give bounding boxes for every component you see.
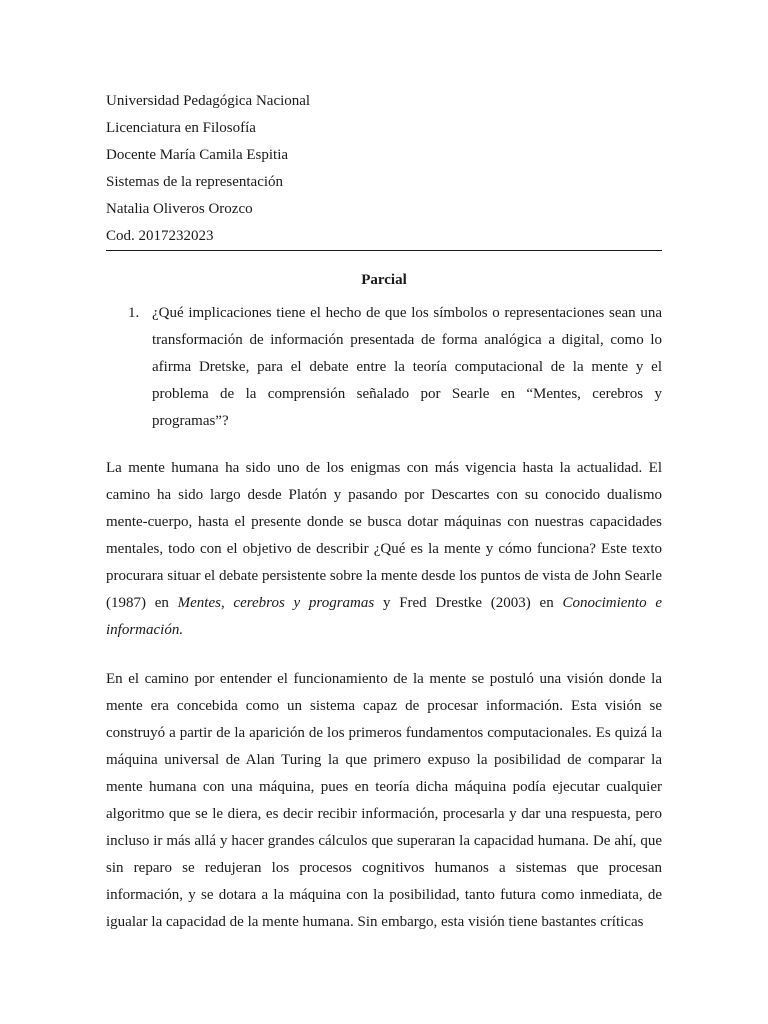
work-title-searle: Mentes, cerebros y programas [177,595,375,611]
header-course: Sistemas de la representación [106,174,284,190]
header-block [106,88,662,250]
header-code: Cod. 2017232023 [106,228,214,244]
question-number: 1. [128,305,140,321]
paragraph-intro-text-a: La mente humana ha sido uno de los enigmas con más vigencia hasta la actualidad. El camino ha sido largo desde Platón y pasando por Descartes con su conocido dualismo mente-cuerpo, hasta el presente donde se busca dotar máquinas con nuestras capacidades mentales, todo con el objetivo de describir ¿Qué es la mente y cómo funciona? Este texto procurara situar el debate persistente sobre la mente desde los puntos de vista de John Searle (1987) en [106,460,662,611]
header-program: Licenciatura en Filosofía [106,120,256,136]
paragraph-body: En el camino por entender el funcionamiento de la mente se postuló una visión donde la mente era concebida como un sistema capaz de procesar información. Esta visión se construyó a partir de la aparición de los primeros fundamentos computacionales. Es quizá la máquina universal de Alan Turing la que primero expuso la posibilidad de comparar la mente humana con una máquina, pues en teoría dicha máquina podía ejecutar cualquier algoritmo que se le diera, es decir recibir información, procesarla y dar una respuesta, pero incluso ir más allá y hacer grandes cálculos que superaran la capacidad humana. De ahí, que sin reparo se redujeran los procesos cognitivos humanos a sistemas que procesan información, y se dotara a la máquina con la posibilidad, tanto futura como inmediata, de igualar la capacidad de la mente humana. Sin embargo, esta visión tiene bastantes críticas [106,671,662,930]
document-title: Parcial [361,272,407,288]
header-teacher: Docente María Camila Espitia [106,147,289,163]
question-text: ¿Qué implicaciones tiene el hecho de que los símbolos o representaciones sean una transformación de información presentada de forma analógica a digital, como lo afirma Dretske, para el debate entre la teoría computacional de la mente y el problema de la comprensión señalado por Searle en “Mentes, cerebros y programas”? [152,305,662,429]
header-university: Universidad Pedagógica Nacional [106,93,311,109]
paragraph-intro-text-b: y Fred Drestke (2003) en [374,595,563,611]
document-page [106,88,662,936]
header-divider [106,250,662,251]
paragraph-intro [106,455,662,644]
question-item [106,300,662,435]
header-student: Natalia Oliveros Orozco [106,201,253,217]
work-title-dretske: Conocimiento e información. [106,595,662,638]
